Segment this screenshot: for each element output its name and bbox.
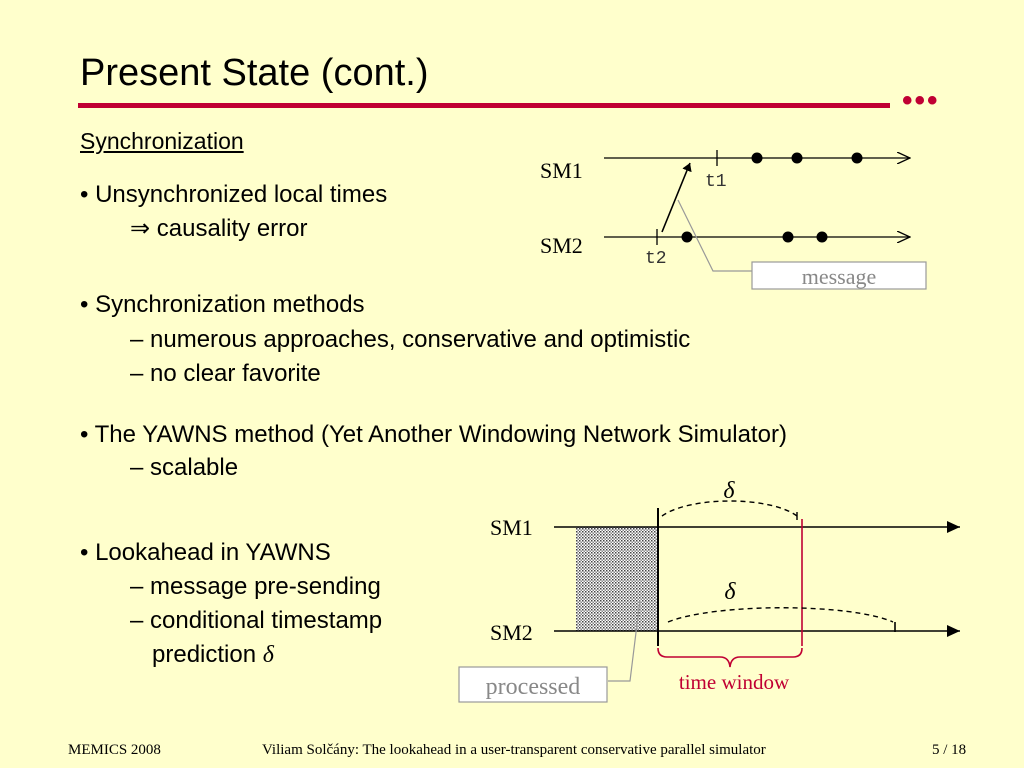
sm2-event: [682, 232, 693, 243]
sm1-event: [852, 153, 863, 164]
sub-conditional: – conditional timestamp: [130, 607, 383, 634]
sm1-event: [752, 153, 763, 164]
footer-author-title: Viliam Solčány: The lookahead in a user-transparent conservative parallel simulator: [262, 742, 766, 758]
sm2-event: [783, 232, 794, 243]
footer-conference: MEMICS 2008: [68, 742, 161, 758]
message-callout-text: message: [801, 264, 877, 289]
delta-arc-bottom: [668, 608, 893, 622]
sub-prediction-text: prediction: [152, 641, 257, 668]
delta-label-bottom: δ: [724, 579, 736, 605]
processed-callout-text: processed: [485, 674, 581, 700]
delta-label-top: δ: [723, 478, 735, 504]
sub-numerous: – numerous approaches, conservative and optimistic: [130, 326, 691, 353]
t1-label: t1: [705, 172, 727, 192]
time-window-brace: [658, 648, 802, 667]
bullet-yawns: • The YAWNS method (Yet Another Windowing Network Simulator): [80, 421, 787, 448]
lookahead-diagram: [459, 478, 960, 702]
top-sm2-label: SM2: [540, 233, 583, 258]
time-window-label: time window: [678, 670, 790, 694]
footer-page-number: 5 / 18: [932, 742, 967, 758]
bottom-sm2-label: SM2: [490, 620, 533, 645]
sub-no-favorite: – no clear favorite: [130, 360, 321, 387]
bottom-sm1-label: SM1: [490, 515, 533, 540]
bullet-lookahead: • Lookahead in YAWNS: [80, 539, 331, 566]
causality-diagram: [540, 150, 926, 289]
sm1-event: [792, 153, 803, 164]
section-heading: Synchronization: [80, 128, 244, 154]
implies-symbol: ⇒: [130, 215, 151, 242]
sub-scalable: – scalable: [130, 454, 239, 481]
sub-pre-sending: – message pre-sending: [130, 573, 381, 600]
sub-causality-text: causality error: [156, 215, 308, 242]
bullet-sync-methods: • Synchronization methods: [80, 291, 365, 318]
message-arrow: [662, 163, 690, 232]
sm2-event: [817, 232, 828, 243]
bullet-unsynchronized: • Unsynchronized local times: [80, 181, 388, 208]
top-sm1-label: SM1: [540, 158, 583, 183]
t2-label: t2: [645, 249, 667, 269]
processed-region: [576, 527, 658, 631]
slide-title: Present State (cont.): [80, 52, 429, 94]
delta-symbol: δ: [262, 642, 274, 668]
title-dots: •••: [902, 84, 940, 117]
